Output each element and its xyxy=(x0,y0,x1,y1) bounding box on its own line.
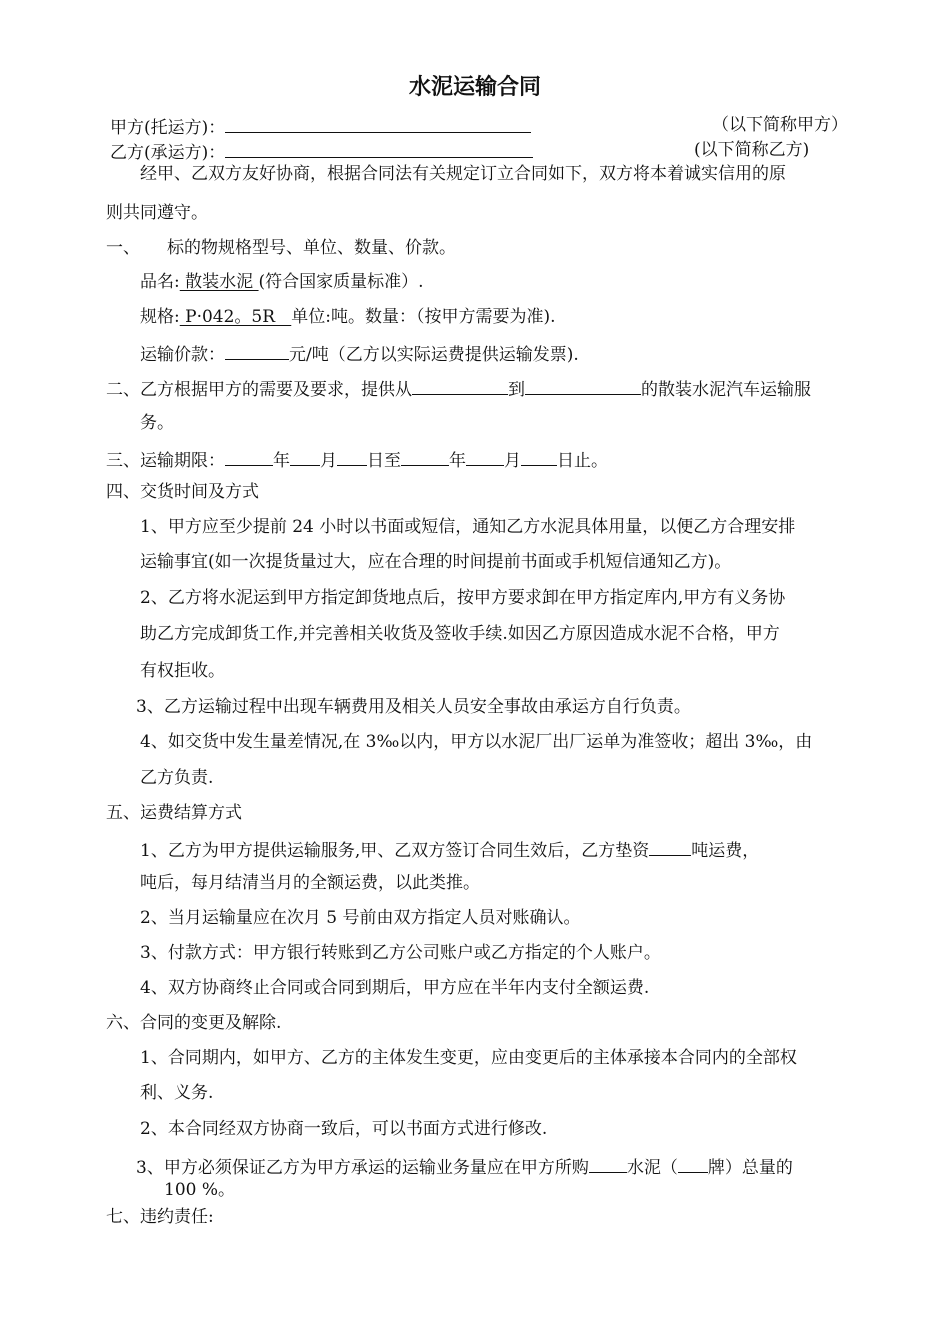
section-2-line-2: 务。 xyxy=(140,413,174,433)
section-2-text-to: 到 xyxy=(508,380,525,400)
section-3-line xyxy=(106,447,608,472)
day-end-label: 日止。 xyxy=(557,451,608,471)
spec-unit-quantity: 单位:吨。数量：（按甲方需要为准). xyxy=(291,307,556,327)
section-6-item-1-line-1: 1、合同期内，如甲方、乙方的主体发生变更，应由变更后的主体承接本合同内的全部权 xyxy=(140,1048,797,1068)
party-b-alias: (以下简称乙方) xyxy=(694,140,810,160)
advance-tons-blank[interactable] xyxy=(649,837,691,856)
section-5-item-3: 3、付款方式：甲方银行转账到乙方公司账户或乙方指定的个人账户。 xyxy=(140,943,661,963)
section-5-item-1-line-2: 吨后，每月结清当月的全额运费，以此类推。 xyxy=(140,873,480,893)
product-name-line xyxy=(140,271,424,293)
section-6-item-3-cement: 水泥（ xyxy=(626,1158,678,1178)
term-label: 三、运输期限： xyxy=(106,451,225,471)
intro-line-1: 经甲、乙双方友好协商，根据合同法有关规定订立合同如下，双方将本着诚实信用的原 xyxy=(140,164,786,184)
section-5-item-2: 2、当月运输量应在次月 5 号前由双方指定人员对账确认。 xyxy=(140,908,581,928)
price-blank[interactable] xyxy=(225,341,289,360)
route-to-blank[interactable] xyxy=(525,376,641,395)
section-2-line-1 xyxy=(106,376,811,401)
start-month-blank[interactable] xyxy=(290,447,320,466)
party-b-line xyxy=(110,139,533,164)
spec-line xyxy=(140,306,556,328)
section-5-item-1-text: 1、乙方为甲方提供运输服务,甲、乙双方签订合同生效后，乙方垫资 xyxy=(140,841,650,861)
section-5-item-1-suffix: 吨运费， xyxy=(691,841,760,861)
document-title: 水泥运输合同 xyxy=(408,75,541,100)
year-label: 年 xyxy=(449,451,466,471)
day-to-label: 日至 xyxy=(367,451,401,471)
party-a-label: 甲方(托运方)： xyxy=(110,118,226,138)
section-6-item-3-total: 牌）总量的 xyxy=(707,1158,793,1178)
cement-type-blank[interactable] xyxy=(589,1154,627,1173)
spec-value: P·042。5R xyxy=(179,307,292,327)
party-b-label: 乙方(承运方)： xyxy=(110,143,226,163)
section-1-heading: 一、 标的物规格型号、单位、数量、价款。 xyxy=(106,238,457,258)
section-2-text-post: 的散装水泥汽车运输服 xyxy=(641,380,811,400)
price-line xyxy=(140,341,579,366)
section-4-item-2-line-1: 2、乙方将水泥运到甲方指定卸货地点后，按甲方要求卸在甲方指定库内,甲方有义务协 xyxy=(140,588,786,608)
section-6-item-3-line-1 xyxy=(136,1154,793,1179)
party-a-alias: （以下简称甲方） xyxy=(712,115,848,135)
section-4-item-4-line-1: 4、如交货中发生量差情况,在 3‰以内，甲方以水泥厂出厂运单为准签收；超出 3‰，由 xyxy=(140,732,813,752)
section-6-item-3-line-2: 100 %。 xyxy=(164,1180,236,1200)
section-4-item-2-line-3: 有权拒收。 xyxy=(140,661,225,681)
section-6-item-2: 2、本合同经双方协商一致后，可以书面方式进行修改. xyxy=(140,1119,548,1139)
section-2-text-pre: 二、乙方根据甲方的需要及要求，提供从 xyxy=(106,380,412,400)
product-name-note: (符合国家质量标准）. xyxy=(258,272,424,292)
route-from-blank[interactable] xyxy=(412,376,508,395)
section-6-item-3-text: 3、甲方必须保证乙方为甲方承运的运输业务量应在甲方所购 xyxy=(136,1158,589,1178)
month-label: 月 xyxy=(504,451,521,471)
party-a-line xyxy=(110,114,531,139)
spec-label: 规格: xyxy=(140,307,180,327)
section-4-item-1-line-2: 运输事宜(如一次提货量过大，应在合理的时间提前书面或手机短信通知乙方)。 xyxy=(140,552,732,572)
section-5-heading: 五、运费结算方式 xyxy=(106,803,242,823)
start-year-blank[interactable] xyxy=(225,447,273,466)
section-5-item-1-line-1 xyxy=(140,837,759,862)
section-4-heading: 四、交货时间及方式 xyxy=(106,482,259,502)
month-label: 月 xyxy=(320,451,337,471)
end-day-blank[interactable] xyxy=(521,447,557,466)
end-month-blank[interactable] xyxy=(466,447,504,466)
year-label: 年 xyxy=(273,451,290,471)
section-4-item-2-line-2: 助乙方完成卸货工作,并完善相关收货及签收手续.如因乙方原因造成水泥不合格，甲方 xyxy=(140,624,780,644)
section-4-item-3: 3、乙方运输过程中出现车辆费用及相关人员安全事故由承运方自行负责。 xyxy=(136,697,691,717)
intro-line-2: 则共同遵守。 xyxy=(106,203,208,223)
section-6-heading: 六、合同的变更及解除. xyxy=(106,1013,282,1033)
section-4-item-1-line-1: 1、甲方应至少提前 24 小时以书面或短信，通知乙方水泥具体用量，以便乙方合理安排 xyxy=(140,517,796,537)
party-b-blank[interactable] xyxy=(225,139,533,158)
end-year-blank[interactable] xyxy=(401,447,449,466)
start-day-blank[interactable] xyxy=(337,447,367,466)
price-unit-note: 元/吨（乙方以实际运费提供运输发票). xyxy=(289,345,579,365)
cement-brand-blank[interactable] xyxy=(678,1154,708,1173)
product-name-label: 品名: xyxy=(140,272,180,292)
price-label: 运输价款： xyxy=(140,345,225,365)
section-4-item-4-line-2: 乙方负责. xyxy=(140,768,214,788)
section-5-item-4: 4、双方协商终止合同或合同到期后，甲方应在半年内支付全额运费. xyxy=(140,978,650,998)
section-6-item-1-line-2: 利、义务. xyxy=(140,1083,214,1103)
product-name-value: 散装水泥 xyxy=(179,272,259,292)
section-7-heading: 七、违约责任: xyxy=(106,1207,214,1227)
party-a-blank[interactable] xyxy=(225,114,531,133)
